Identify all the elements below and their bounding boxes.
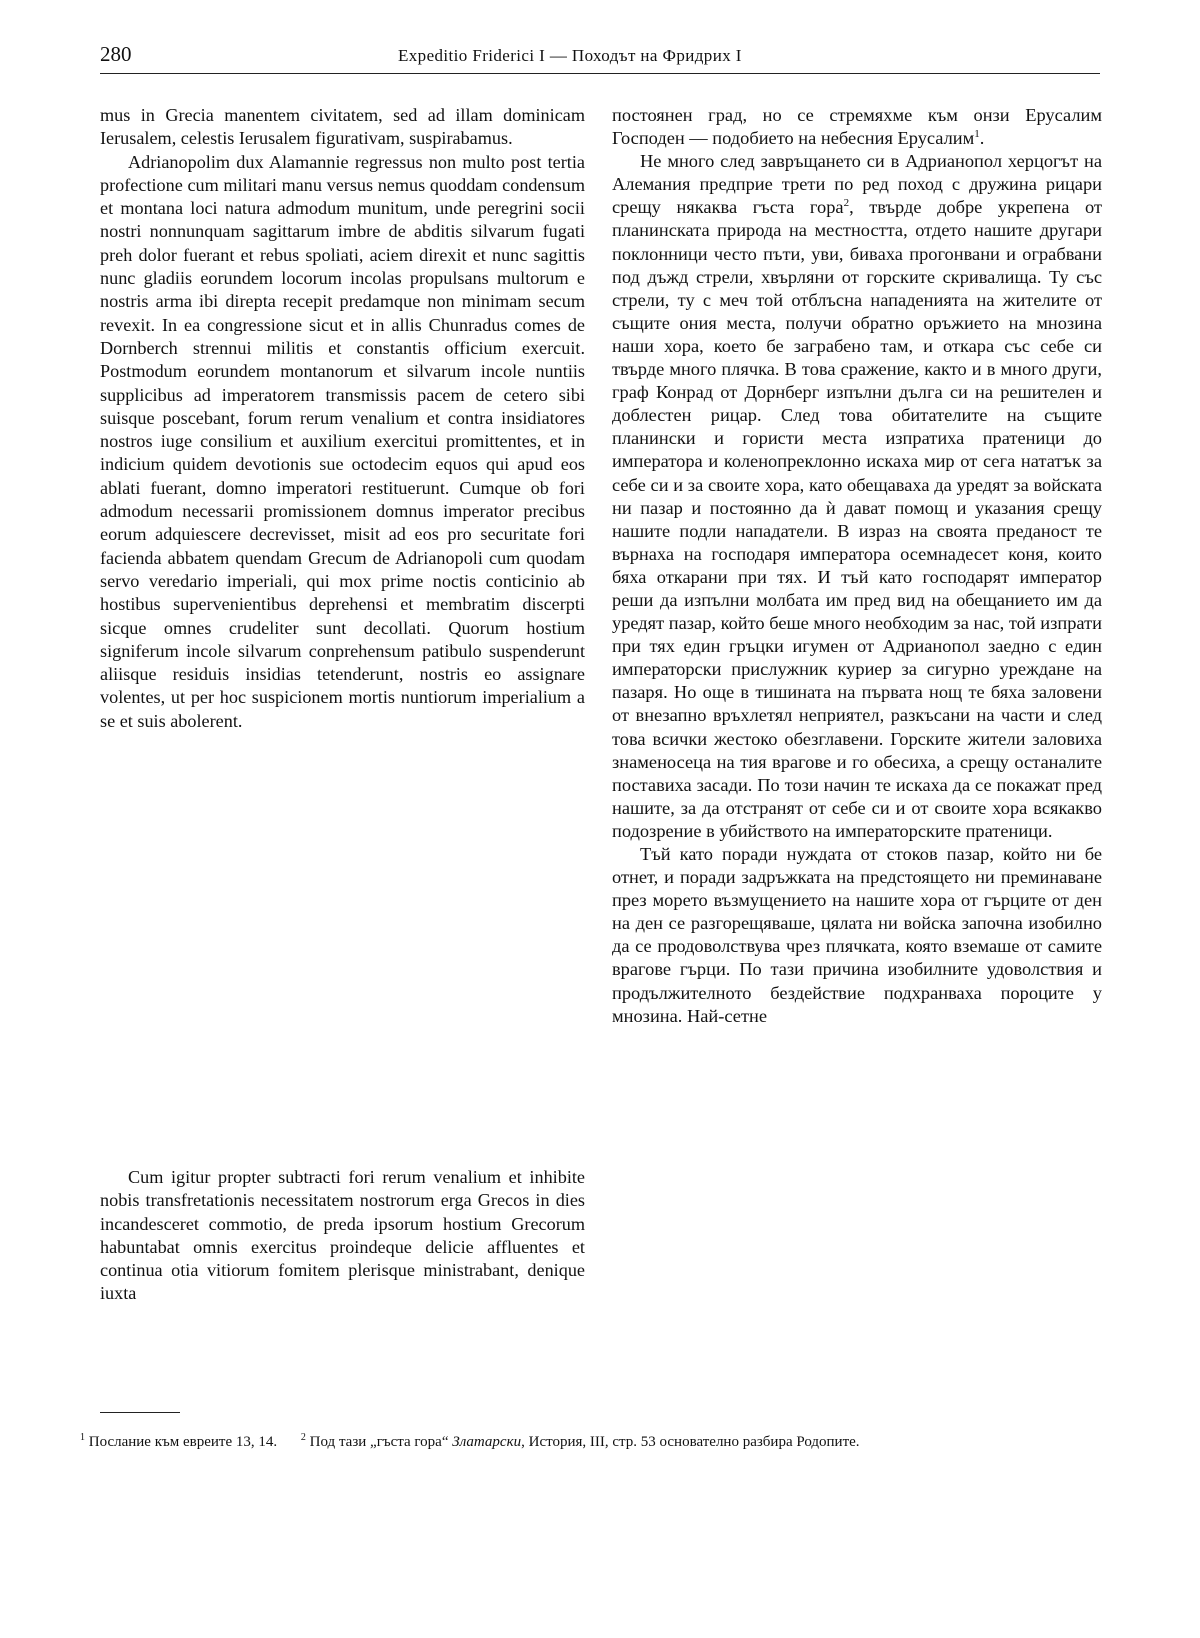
footnote-text: Послание към евреите 13, 14. xyxy=(88,1434,278,1450)
running-title: Expeditio Friderici I — Походът на Фридрих I xyxy=(398,46,742,65)
footnote-text: , История, III, стр. 53 основателно разбира Родопите. xyxy=(521,1434,860,1450)
bulgarian-text: . xyxy=(979,128,985,149)
latin-paragraph: Adrianopolim dux Alamannie regressus non multo post tertia profectione cum militari manu versus nemus quoddam condensum et montana loci natura admodum munitum, unde peregrini socii nostri nonnunquam sagittarum imbre de abditis silvarum fugati preh dolor fuerant et rebus spoliati, aciem direxit et nunc sagittis nunc gladiis eorundem locorum incolas propulsans multorum e nostris arma ibi direpta recepit predamque non minimam secum revexit. In ea congressione sicut et in allis Chunradus comes de Dornberch strennui militis et constantis officium exercuit. Postmodum eorundem montanorum et silvarum incole nuntiis supplicibus ad imperatorem transmissis pacem de cetero sibi suisque poscebant, forum rerum venalium et contra insidiatores nostros iuge consilium et auxilium exercitui promittentes, et in indicium quidem devotionis sue octodecim equos qui apud eos ablati fuerant, domno imperatori restituerunt. Cumque ob fori admodum necessarii promissionem domnus imperator precibus eorum adquiescere decrevisset, misit ad eos pro securitate fori facienda abbatem quendam Grecum de Adrianopoli cum quodam servo veredario imperiali, qui mox prime noctis conticinio ab hostibus supervenientibus deprehensi et membratim discerpti sicque omnes crudeliter sunt decollati. Quorum hostium signiferum incole silvarum conprehensum patibulo suspenderunt aliisque residuis insidias tetenderunt, nostris eo assignare volentes, ut per hoc suspicionem mortis nuntiorum imperialium a se et suis abolerent. xyxy=(100,151,585,731)
latin-column xyxy=(100,104,585,733)
bulgarian-text: Не много след завръщането си в Адрианопол херцогът на Алемания предприе трети по ред поход с дружина рицари срещу някаква гъста гора xyxy=(612,151,1102,218)
bulgarian-paragraph xyxy=(612,104,1102,150)
footnotes xyxy=(80,1428,1100,1452)
footnote-ref: 1 xyxy=(974,127,980,140)
header-divider xyxy=(100,73,1100,74)
bulgarian-text: постоянен град, но се стремяхме към онзи Ерусалим Господен — подобието на небесния Ерусалим xyxy=(612,105,1102,149)
bulgarian-column xyxy=(612,104,1102,1028)
footnote-divider xyxy=(100,1412,180,1413)
latin-column-lower xyxy=(100,1166,585,1306)
footnote-text: Под тази „гъста гора“ xyxy=(309,1434,453,1450)
bulgarian-paragraph xyxy=(612,150,1102,843)
page-number: 280 xyxy=(100,42,132,66)
latin-paragraph: mus in Grecia manentem civitatem, sed ad illam dominicam Ierusalem, celestis Ierusalem figurativam, suspirabamus. xyxy=(100,105,585,149)
latin-paragraph: Cum igitur propter subtracti fori rerum venalium et inhibite nobis transfretationis necessitatem nostrorum erga Grecos in dies incandesceret commotio, de preda ipsorum hostium Grecorum habuntabat omnis exercitus proindeque delicie affluentes et continua otia vitiorum fomitem plerisque ministrabant, denique iuxta xyxy=(100,1167,585,1304)
footnote-author: Златарски xyxy=(452,1434,522,1450)
footnote-1 xyxy=(80,1434,277,1450)
footnote-mark: 2 xyxy=(300,1432,306,1443)
footnote-2 xyxy=(301,1434,860,1450)
page-header xyxy=(100,42,1100,76)
footnote-ref: 2 xyxy=(843,197,850,210)
bulgarian-text: , твърде добре укрепена от планинската природа на местността, отдето нашите другари поклонници често пъти, уви, бивaха прогонвани и ограбвани под дъжд стрели, хвърляни от горските скривалища. Ту със стрели, ту с меч той отблъсна нападенията на жителите от същите ония места, получи обратно оръжието на мнозина наши хора, което бе заграбено там, и откара със себе си твърде много плячка. В това сражение, както и в много други, граф Конрад от Дорнберг изпълни дълга си на решителен и доблестен рицар. След това обитателите на същите планински и гористи места изпратиха пратеници до императора и коленопреклонно искаха мир от сега нататък за себе си и за своите хора, като обещаваха да уредят за войската ни пазар и постоянно да ѝ дават помощ и указания срещу нашите подли нападатели. В израз на своята преданост те върнаха на господаря императорa осемнадесет коня, които бяха откарани при тях. И тъй като господарят император реши да изпълни молбата им пред вид на обещанието им да уредят пазар, който беше много необходим за нас, той изпрати при тях един гръцки игумен от Адрианопол заедно с един императорски прислужник куриер за сигурно уреждане на пазаря. Но още в тишината на първата нощ те бяха заловени от внезапно връхлетял неприятел, разкъсани на части и след това всички жестоко обезглавени. Горските жители заловиха знаменосеца на тия врагове и го обесиха, а срещу останалите поставиха засади. По този начин те искаха да се покажат пред нашите, за да отстранят от себе си и от своите хора всякакво подозрение в убийството на императорските пратеници. xyxy=(612,197,1102,841)
bulgarian-paragraph: Тъй като поради нуждата от стоков пазар, който ни бе отнет, и поради задръжката на предстоящето ни преминаване през морето възмущението на нашите хора от гърците от ден на ден се разгорещяваше, цялата ни войска започна изобилно да се продоволствува чрез плячката, която вземаше от самите врагове гърци. По тази причина изобилните удоволствия и продължителното бездействие подхранваха пороците у мнозина. Най-сетне xyxy=(612,844,1102,1026)
footnote-mark: 1 xyxy=(80,1432,85,1443)
